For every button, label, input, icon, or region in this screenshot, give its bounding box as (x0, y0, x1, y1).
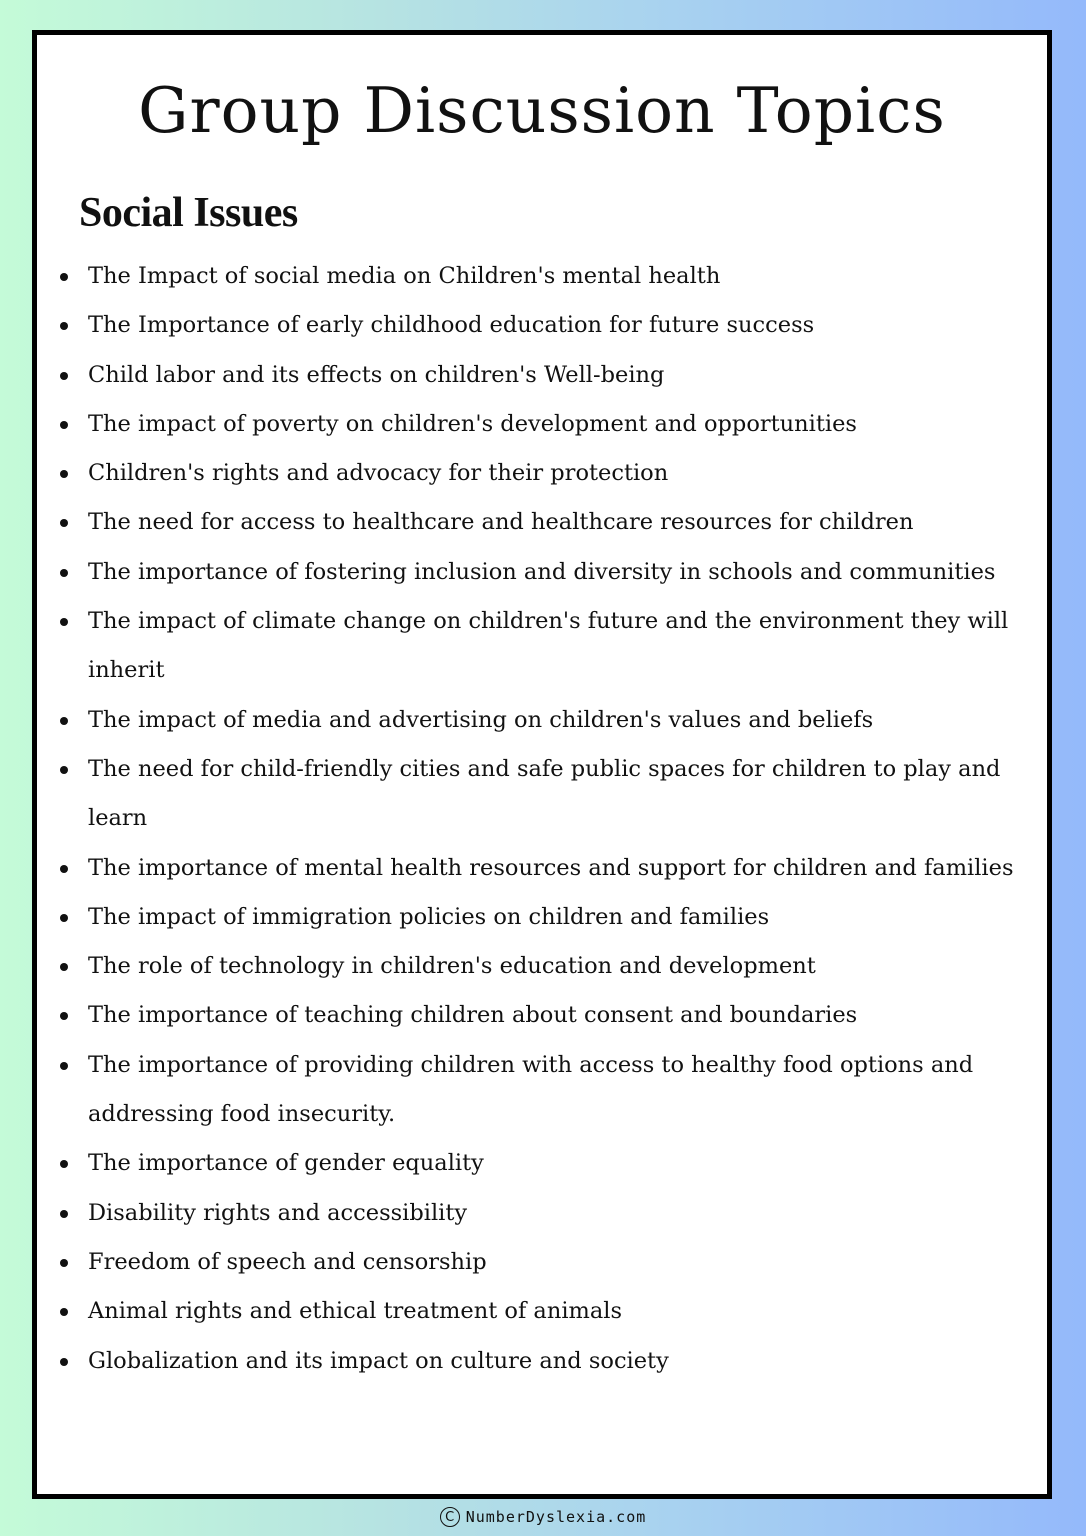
page-title: Group Discussion Topics (138, 74, 946, 147)
bullet-icon (60, 470, 68, 478)
document-frame (32, 30, 1052, 1499)
footer-site-name: NumberDyslexia.com (465, 1508, 647, 1526)
topic-text: The importance of mental health resources and support for children and families (88, 854, 1014, 881)
bullet-icon (60, 1210, 68, 1218)
list-item (37, 301, 1037, 350)
topic-text: The importance of fostering inclusion and diversity in schools and communities (88, 558, 996, 585)
list-item (37, 252, 1037, 301)
topic-text: Child labor and its effects on children's Well-being (88, 361, 665, 388)
list-item (37, 844, 1037, 893)
topic-text: The Importance of early childhood education for future success (88, 312, 815, 339)
list-item (37, 1238, 1037, 1287)
bullet-icon (60, 1259, 68, 1267)
topic-text: Children's rights and advocacy for their protection (88, 460, 669, 487)
list-item (37, 745, 1037, 844)
list-item (37, 893, 1037, 942)
section-heading-social-issues: Social Issues (79, 190, 298, 236)
copyright-icon: C (440, 1507, 460, 1527)
list-item (37, 498, 1037, 547)
list-item (37, 548, 1037, 597)
topic-text: Globalization and its impact on culture and society (88, 1347, 669, 1374)
topic-text: The impact of media and advertising on children's values and beliefs (88, 706, 874, 733)
topic-text: The importance of providing children with access to healthy food options and addressing food insecurity. (88, 1051, 974, 1128)
bullet-icon (60, 865, 68, 873)
topic-text: Disability rights and accessibility (88, 1199, 468, 1226)
bullet-icon (60, 1012, 68, 1020)
list-item (37, 1139, 1037, 1188)
list-item (37, 696, 1037, 745)
footer-credit (0, 1503, 1086, 1531)
bullet-icon (60, 421, 68, 429)
bullet-icon (60, 372, 68, 380)
topic-list (37, 252, 1037, 1386)
topic-text: Animal rights and ethical treatment of animals (88, 1298, 623, 1325)
bullet-icon (60, 963, 68, 971)
topic-text: Freedom of speech and censorship (88, 1248, 487, 1275)
topic-text: The Impact of social media on Children's mental health (88, 263, 721, 289)
bullet-icon (60, 1062, 68, 1070)
list-item (37, 1189, 1037, 1238)
list-item (37, 449, 1037, 498)
bullet-icon (60, 717, 68, 725)
bullet-icon (60, 1358, 68, 1366)
bullet-icon (60, 618, 68, 626)
bullet-icon (60, 1160, 68, 1168)
list-item (37, 1337, 1037, 1386)
topic-text: The role of technology in children's education and development (88, 953, 816, 980)
topic-text: The impact of poverty on children's development and opportunities (88, 410, 857, 437)
bullet-icon (60, 569, 68, 577)
list-item (37, 1287, 1037, 1336)
topic-text: The impact of climate change on children's future and the environment they will inherit (88, 608, 1009, 684)
bullet-icon (60, 1308, 68, 1316)
bullet-icon (60, 766, 68, 774)
list-item (37, 351, 1037, 400)
bullet-icon (60, 914, 68, 922)
topic-text: The need for access to healthcare and healthcare resources for children (88, 509, 914, 536)
topic-text: The impact of immigration policies on children and families (88, 903, 770, 930)
topic-text: The need for child-friendly cities and safe public spaces for children to play and learn (88, 755, 1001, 832)
bullet-icon (60, 273, 68, 281)
bullet-icon (60, 322, 68, 330)
list-item (37, 400, 1037, 449)
topic-text: The importance of gender equality (88, 1150, 484, 1177)
bullet-icon (60, 519, 68, 527)
list-item (37, 597, 1037, 696)
list-item (37, 1041, 1037, 1140)
topic-text: The importance of teaching children about consent and boundaries (88, 1002, 858, 1029)
list-item (37, 942, 1037, 991)
list-item (37, 991, 1037, 1040)
